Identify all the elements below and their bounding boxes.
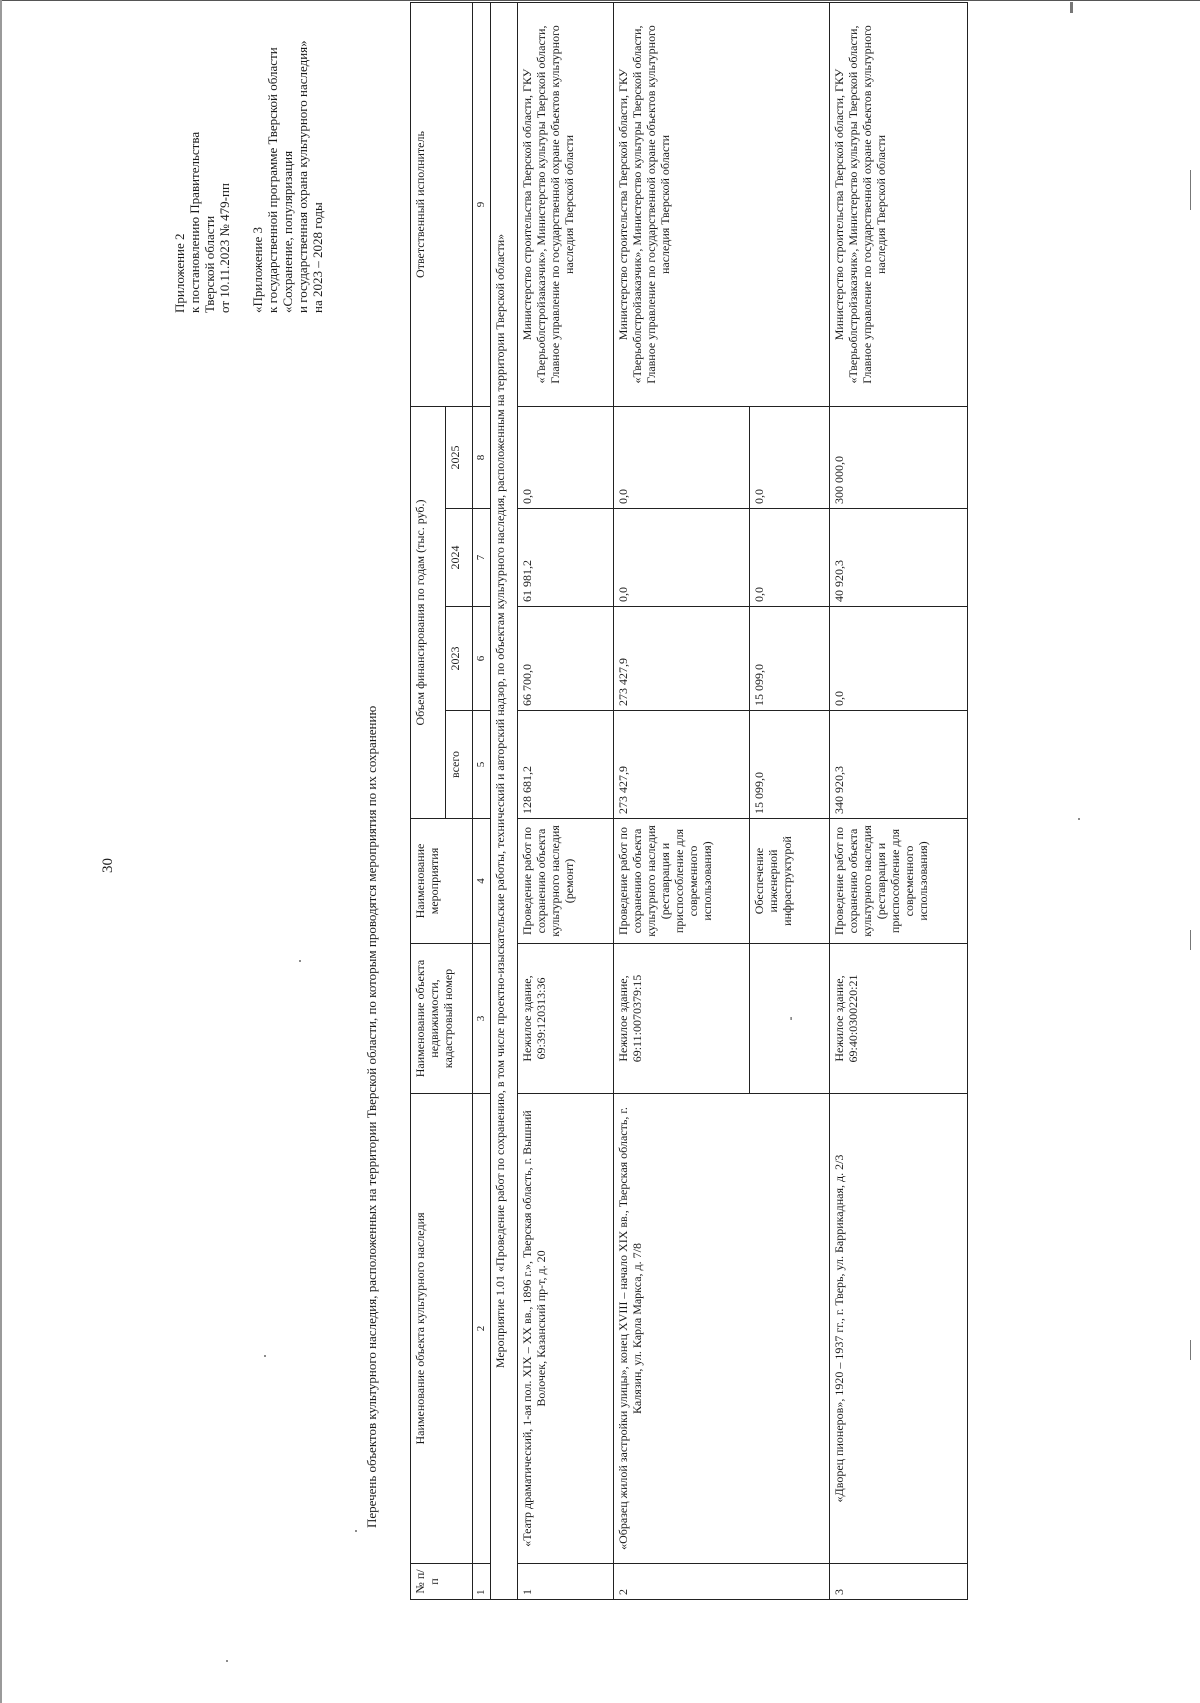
row-measure: Проведение работ по сохранению объекта культурного наследия (реставрация и приспособление для современного использования): [614, 819, 750, 944]
appendix-line: на 2023 – 2028 годы: [310, 202, 325, 313]
row-measure: Обеспечение инженерной инфраструктурой: [750, 819, 830, 944]
row-measure: Проведение работ по сохранению объекта культурного наследия (реставрация и приспособление для современного использования): [830, 819, 968, 944]
header-object: Наименование объекта культурного наследия: [411, 1094, 473, 1564]
appendix-gap: [232, 40, 250, 313]
row-measure: Проведение работ по сохранению объекта культурного наследия (ремонт): [518, 819, 614, 944]
appendix-line: и государственная охрана культурного наследия»: [295, 40, 310, 313]
header-property: Наименование объекта недвижимости, кадастровый номер: [411, 944, 473, 1094]
row-2024: 61 981,2: [518, 509, 614, 607]
appendix-line: к постановлению Правительства: [187, 131, 202, 313]
section-title: Мероприятие 1.01 «Проведение работ по сохранению, в том числе проектно-изыскательские работы, технический и авторский надзор, по объектам культурного наследия, расположенным на территории Тверской области»: [491, 3, 518, 1600]
row-num: 1: [518, 1564, 614, 1600]
appendix-line: Тверской области: [202, 215, 217, 313]
header-num: № п/п: [411, 1564, 473, 1600]
row-property: Нежилое здание, 69:40:0300220:21: [830, 944, 968, 1094]
table-row: [614, 3, 750, 1600]
col-number: 9: [473, 3, 491, 407]
col-number: 2: [473, 1094, 491, 1564]
row-property: Нежилое здание, 69:39:120313:36: [518, 944, 614, 1094]
row-executor: Министерство строительства Тверской области, ГКУ «Тверьоблстройзаказчик», Министерство культуры Тверской области, Главное управление по государственной охране объектов культурного наследия Тверской области: [830, 3, 968, 407]
document-title: Перечень объектов культурного наследия, расположенных на территории Тверской области, по которым проводятся мероприятия по их сохранению: [364, 705, 379, 1528]
page-number: 30: [100, 858, 116, 873]
row-property: Нежилое здание, 69:11:0070379:15: [614, 944, 750, 1094]
row-total: 128 681,2: [518, 711, 614, 819]
header-2024: 2024: [446, 509, 473, 607]
row-2023: 15 099,0: [750, 607, 830, 711]
col-number: 1: [473, 1564, 491, 1600]
row-executor: Министерство строительства Тверской области, ГКУ «Тверьоблстройзаказчик», Министерство культуры Тверской области, Главное управление по государственной охране объектов культурного наследия Тверской области: [518, 3, 614, 407]
row-2023: 0,0: [830, 607, 968, 711]
row-2025: 0,0: [614, 407, 750, 509]
row-total: 340 920,3: [830, 711, 968, 819]
col-number: 8: [473, 407, 491, 509]
row-2023: 273 427,9: [614, 607, 750, 711]
row-total: 273 427,9: [614, 711, 750, 819]
row-num: 2: [614, 1564, 830, 1600]
row-total: 15 099,0: [750, 711, 830, 819]
col-number: 4: [473, 819, 491, 944]
section-row: [491, 3, 518, 1600]
row-2023: 66 700,0: [518, 607, 614, 711]
row-2024: 0,0: [750, 509, 830, 607]
appendix-line: «Сохранение, популяризация: [280, 150, 295, 313]
header-2025: 2025: [446, 407, 473, 509]
row-2025: 0,0: [518, 407, 614, 509]
col-number: 6: [473, 607, 491, 711]
column-number-row: [473, 3, 491, 1600]
row-2025: 0,0: [750, 407, 830, 509]
header-row: [411, 3, 446, 1600]
row-num: 3: [830, 1564, 968, 1600]
header-total: всего: [446, 711, 473, 819]
header-2023: 2023: [446, 607, 473, 711]
appendix-line: Приложение 2: [172, 233, 187, 313]
appendix-block: [172, 40, 325, 313]
appendix-line: от 10.11.2023 № 479-пп: [217, 183, 232, 313]
col-number: 3: [473, 944, 491, 1094]
row-executor: Министерство строительства Тверской области, ГКУ «Тверьоблстройзаказчик», Министерство культуры Тверской области, Главное управление по государственной охране объектов культурного наследия Тверской области: [614, 3, 830, 407]
col-number: 5: [473, 711, 491, 819]
table-row: [518, 3, 614, 1600]
objects-table: [410, 2, 968, 1600]
header-funding: Объем финансирования по годам (тыс. руб.): [411, 407, 446, 819]
row-2025: 300 000,0: [830, 407, 968, 509]
table-row: [830, 3, 968, 1600]
row-2024: 40 920,3: [830, 509, 968, 607]
row-property: -: [750, 944, 830, 1094]
row-2024: 0,0: [614, 509, 750, 607]
row-object: «Театр драматический, 1-ая пол. XIX – XX вв., 1896 г.», Тверская область, г. Вышний Волочек, Казанский пр-т, д. 20: [518, 1094, 614, 1564]
appendix-line: к государственной программе Тверской области: [265, 47, 280, 313]
appendix-line: «Приложение 3: [250, 226, 265, 313]
col-number: 7: [473, 509, 491, 607]
header-executor: Ответственный исполнитель: [411, 3, 473, 407]
header-measure: Наименование мероприятия: [411, 819, 473, 944]
row-object: «Образец жилой застройки улицы», конец XVIII – начало XIX вв., Тверская область, г. Калязин, ул. Карла Маркса, д. 7/8: [614, 1094, 830, 1564]
row-object: «Дворец пионеров», 1920 – 1937 гг., г. Тверь, ул. Баррикадная, д. 2/3: [830, 1094, 968, 1564]
